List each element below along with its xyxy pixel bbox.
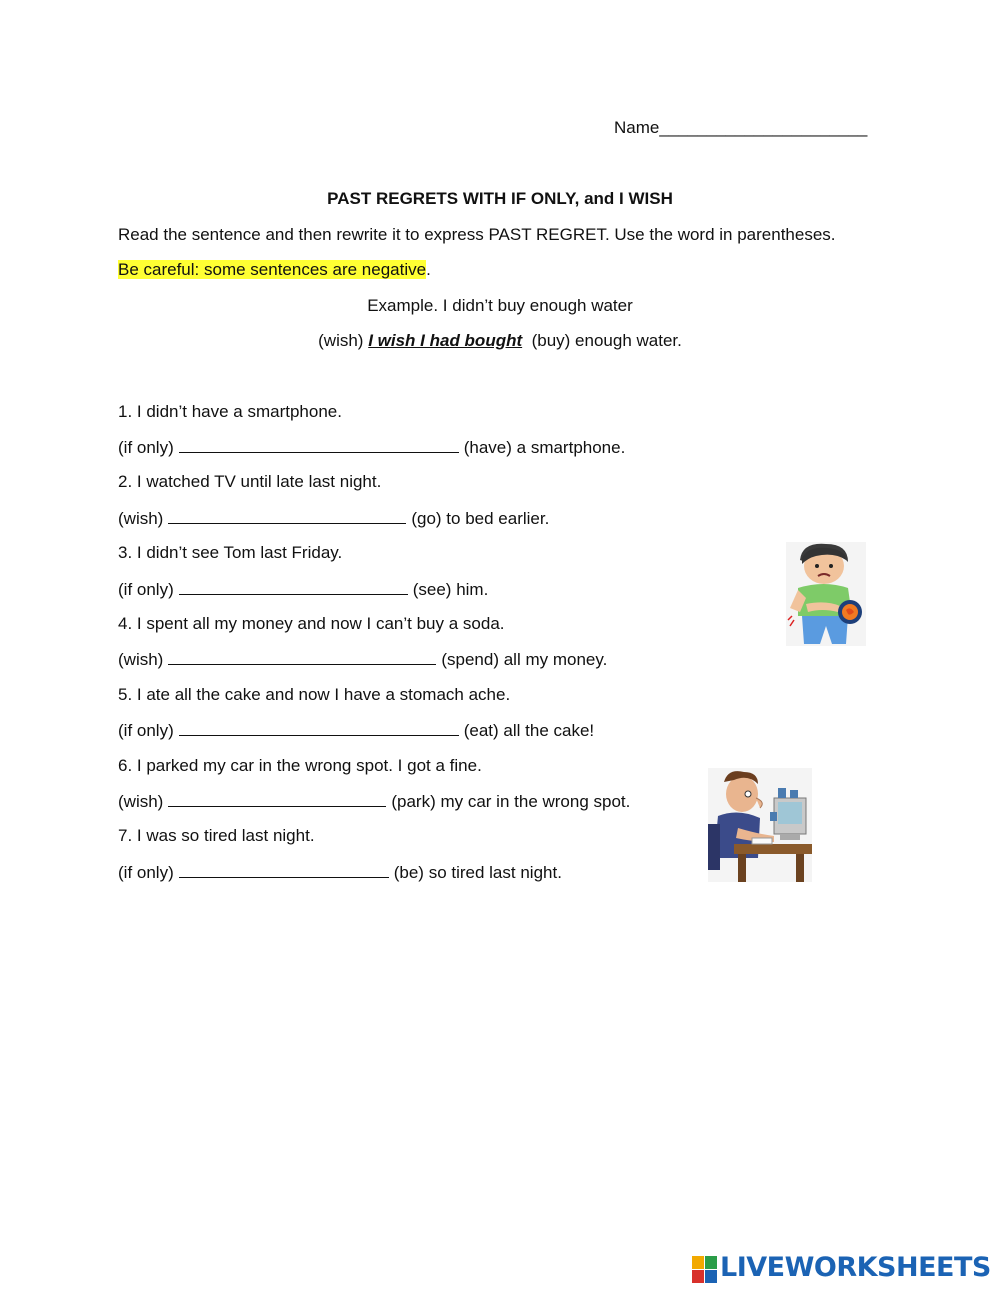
item-1-cue: (if only)	[118, 438, 174, 457]
item-7-sentence: 7. I was so tired last night.	[118, 826, 315, 845]
item-6-cue: (wish)	[118, 792, 164, 811]
item-3-tail: (see) him.	[412, 580, 489, 599]
item-2-sentence: 2. I watched TV until late last night.	[118, 472, 382, 491]
item-1-answer-line	[118, 437, 625, 458]
item-6-tail: (park) my car in the wrong spot.	[391, 792, 631, 811]
item-5-tail: (eat) all the cake!	[463, 721, 595, 740]
item-4-cue: (wish)	[118, 650, 164, 669]
item-5-cue: (if only)	[118, 721, 174, 740]
item-3-sentence: 3. I didn’t see Tom last Friday.	[118, 543, 343, 562]
example-answer: I wish I had bought	[368, 331, 523, 350]
item-2-answer-line	[118, 508, 549, 529]
item-6-sentence: 6. I parked my car in the wrong spot. I got a fine.	[118, 756, 482, 775]
name-field-label: Name______________________	[614, 118, 868, 137]
item-5-answer-line	[118, 720, 594, 741]
item-2-cue: (wish)	[118, 509, 164, 528]
instructions: Read the sentence and then rewrite it to express PAST REGRET. Use the word in parentheses.	[118, 225, 836, 244]
item-7-tail: (be) so tired last night.	[393, 863, 562, 882]
item-2-tail: (go) to bed earlier.	[411, 509, 550, 528]
item-1-tail: (have) a smartphone.	[463, 438, 626, 457]
item-5-blank[interactable]	[179, 720, 459, 736]
careful-period: .	[426, 260, 431, 279]
example-sentence: Example. I didn’t buy enough water	[367, 296, 633, 315]
item-1-sentence: 1. I didn’t have a smartphone.	[118, 402, 342, 421]
liveworksheets-brand: LIVEWORKSHEETS	[720, 1252, 991, 1283]
item-7-cue: (if only)	[118, 863, 174, 882]
item-3-cue: (if only)	[118, 580, 174, 599]
item-4-blank[interactable]	[168, 649, 436, 665]
worksheet-title: PAST REGRETS WITH IF ONLY, and I WISH	[327, 189, 673, 208]
item-3-blank[interactable]	[179, 579, 408, 595]
careful-note	[118, 260, 431, 280]
stomach-ache-boy-illustration	[786, 542, 866, 646]
liveworksheets-logo	[692, 1254, 992, 1286]
tired-man-illustration	[708, 768, 812, 882]
item-6-blank[interactable]	[168, 791, 386, 807]
item-5-sentence: 5. I ate all the cake and now I have a stomach ache.	[118, 685, 511, 704]
item-4-tail: (spend) all my money.	[441, 650, 608, 669]
live-badge-icon	[692, 1256, 718, 1284]
item-1-blank[interactable]	[179, 437, 459, 453]
example-tail: (buy) enough water.	[531, 331, 682, 350]
item-4-answer-line	[118, 649, 607, 670]
careful-highlight: Be careful: some sentences are negative	[118, 260, 427, 279]
item-2-blank[interactable]	[168, 508, 406, 524]
item-7-blank[interactable]	[179, 862, 389, 878]
item-6-answer-line	[118, 791, 630, 812]
example-answer-line	[0, 331, 1000, 351]
example-cue: (wish)	[318, 331, 364, 350]
item-3-answer-line	[118, 579, 488, 600]
item-4-sentence: 4. I spent all my money and now I can’t buy a soda.	[118, 614, 505, 633]
item-7-answer-line	[118, 862, 562, 883]
